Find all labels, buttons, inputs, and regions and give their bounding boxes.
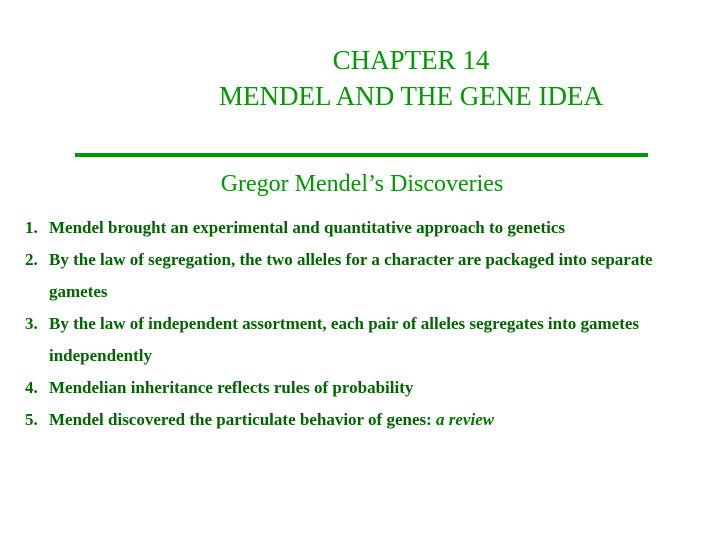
list-item — [25, 244, 705, 308]
list-item — [25, 404, 705, 436]
chapter-title — [0, 42, 720, 114]
chapter-number: CHAPTER 14 — [332, 45, 490, 75]
discoveries-list — [25, 212, 705, 436]
list-item-text: By the law of independent assortment, each pair of alleles segregates into gametes independently — [49, 314, 640, 365]
chapter-name: MENDEL AND THE GENE IDEA — [219, 81, 603, 111]
list-item-text: By the law of segregation, the two alleles for a character are packaged into separate gametes — [49, 250, 653, 301]
list-item-number: 2. — [25, 250, 38, 269]
list-item — [25, 308, 705, 372]
list-item-number: 3. — [25, 314, 38, 333]
list-item-text: Mendelian inheritance reflects rules of probability — [49, 378, 414, 397]
list-item-number: 5. — [25, 410, 38, 429]
list-item-emphasis: a review — [436, 410, 495, 429]
section-heading: Gregor Mendel’s Discoveries — [220, 171, 504, 197]
list-item — [25, 212, 705, 244]
list-item-number: 1. — [25, 218, 38, 237]
list-item-number: 4. — [25, 378, 38, 397]
title-divider — [75, 153, 648, 157]
list-item — [25, 372, 705, 404]
list-item-text — [49, 404, 705, 436]
list-item-main-text: Mendel discovered the particulate behavior of genes: — [49, 410, 432, 429]
list-item-text: Mendel brought an experimental and quantitative approach to genetics — [49, 218, 565, 237]
